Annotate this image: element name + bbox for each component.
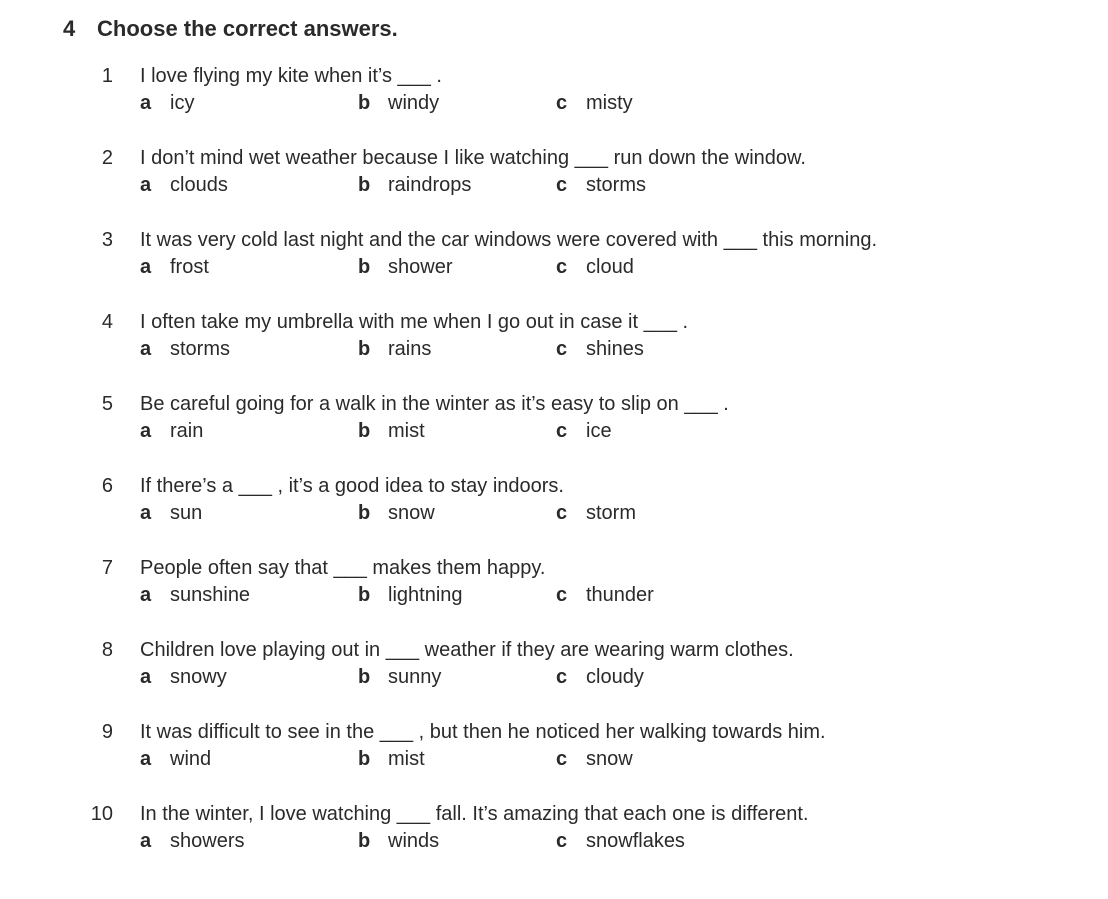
- option-c-letter: c: [556, 92, 568, 114]
- question-text: If there’s a ___ , it’s a good idea to stay indoors.: [140, 475, 564, 497]
- option-c: [556, 664, 644, 691]
- option-c-text: cloud: [586, 256, 634, 278]
- option-b-text: raindrops: [388, 174, 472, 196]
- option-a: [140, 254, 358, 281]
- option-c: [556, 90, 633, 117]
- option-a-text: showers: [170, 830, 245, 852]
- option-b-text: lightning: [388, 584, 463, 606]
- question-text: I often take my umbrella with me when I go out in case it ___ .: [140, 311, 689, 333]
- question-item: [63, 473, 1088, 527]
- option-b-letter: b: [358, 256, 371, 278]
- option-b: [358, 500, 556, 527]
- option-c: [556, 254, 634, 281]
- option-b-letter: b: [358, 748, 371, 770]
- option-c-letter: c: [556, 584, 568, 606]
- question-item: [63, 719, 1088, 773]
- question-item: [63, 637, 1088, 691]
- option-b-letter: b: [358, 666, 371, 688]
- question-number: 10: [90, 803, 113, 825]
- option-b: [358, 418, 556, 445]
- question-number: 8: [101, 639, 113, 661]
- option-a-letter: a: [140, 830, 152, 852]
- question-number: 4: [101, 311, 113, 333]
- option-b: [358, 746, 556, 773]
- option-c: [556, 500, 636, 527]
- option-a-letter: a: [140, 584, 152, 606]
- option-b-text: mist: [388, 420, 425, 442]
- option-b-letter: b: [358, 502, 371, 524]
- option-b: [358, 90, 556, 117]
- option-a-letter: a: [140, 420, 152, 442]
- question-item: [63, 227, 1088, 281]
- option-c: [556, 582, 654, 609]
- exercise-number: 4: [63, 16, 76, 41]
- option-b-letter: b: [358, 584, 371, 606]
- option-b: [358, 336, 556, 363]
- question-text: Children love playing out in ___ weather if they are wearing warm clothes.: [140, 639, 794, 661]
- option-a-text: rain: [170, 420, 204, 442]
- option-a: [140, 828, 358, 855]
- question-number: 1: [101, 65, 113, 87]
- option-a-letter: a: [140, 256, 152, 278]
- question-item: [63, 555, 1088, 609]
- question-item: [63, 309, 1088, 363]
- option-b-letter: b: [358, 174, 371, 196]
- option-c-text: ice: [586, 420, 612, 442]
- option-a-letter: a: [140, 338, 152, 360]
- question-text: It was very cold last night and the car windows were covered with ___ this morning.: [140, 229, 878, 251]
- question-item: [63, 145, 1088, 199]
- option-c-text: snowflakes: [586, 830, 685, 852]
- option-c-letter: c: [556, 420, 568, 442]
- option-c-text: misty: [586, 92, 633, 114]
- option-a: [140, 664, 358, 691]
- option-b-letter: b: [358, 420, 371, 442]
- question-text: I don’t mind wet weather because I like watching ___ run down the window.: [140, 147, 806, 169]
- option-c-text: storm: [586, 502, 636, 524]
- option-b-text: sunny: [388, 666, 442, 688]
- option-b-text: shower: [388, 256, 453, 278]
- option-c-text: snow: [586, 748, 633, 770]
- option-a: [140, 582, 358, 609]
- option-b-text: winds: [388, 830, 440, 852]
- option-c-text: shines: [586, 338, 644, 360]
- option-a-text: sunshine: [170, 584, 251, 606]
- option-c-letter: c: [556, 830, 568, 852]
- question-item: [63, 63, 1088, 117]
- option-c-letter: c: [556, 666, 568, 688]
- question-text: People often say that ___ makes them happy.: [140, 557, 546, 579]
- question-number: 7: [101, 557, 113, 579]
- question-number: 5: [101, 393, 113, 415]
- exercise-title: Choose the correct answers.: [97, 16, 398, 41]
- option-a: [140, 172, 358, 199]
- question-number: 6: [101, 475, 113, 497]
- option-c-letter: c: [556, 256, 568, 278]
- option-c: [556, 418, 612, 445]
- question-item: [63, 391, 1088, 445]
- option-c-letter: c: [556, 338, 568, 360]
- option-c-letter: c: [556, 502, 568, 524]
- option-b-letter: b: [358, 338, 371, 360]
- option-b: [358, 664, 556, 691]
- option-b-text: mist: [388, 748, 425, 770]
- option-b-letter: b: [358, 92, 371, 114]
- option-a: [140, 336, 358, 363]
- question-item: [63, 801, 1088, 855]
- option-b: [358, 254, 556, 281]
- option-a-text: wind: [170, 748, 212, 770]
- option-c: [556, 828, 685, 855]
- option-b-text: snow: [388, 502, 435, 524]
- option-c: [556, 336, 644, 363]
- option-b: [358, 828, 556, 855]
- option-c: [556, 172, 646, 199]
- option-a: [140, 418, 358, 445]
- option-c-text: thunder: [586, 584, 654, 606]
- option-b: [358, 172, 556, 199]
- option-a-letter: a: [140, 502, 152, 524]
- option-c-text: storms: [586, 174, 646, 196]
- question-number: 3: [101, 229, 113, 251]
- exercise-header: [63, 14, 1088, 44]
- option-a-text: snowy: [170, 666, 227, 688]
- question-number: 9: [101, 721, 113, 743]
- option-a: [140, 500, 358, 527]
- option-a-text: clouds: [170, 174, 228, 196]
- option-a-text: frost: [170, 256, 209, 278]
- option-b-letter: b: [358, 830, 371, 852]
- option-b: [358, 582, 556, 609]
- option-a-letter: a: [140, 174, 152, 196]
- option-a-text: icy: [170, 92, 195, 114]
- question-text: It was difficult to see in the ___ , but then he noticed her walking towards him.: [140, 721, 826, 743]
- question-text: In the winter, I love watching ___ fall. It’s amazing that each one is different.: [140, 803, 809, 825]
- option-c-text: cloudy: [586, 666, 644, 688]
- option-c: [556, 746, 633, 773]
- option-a-letter: a: [140, 92, 152, 114]
- question-text: I love flying my kite when it’s ___ .: [140, 65, 442, 87]
- option-a-text: storms: [170, 338, 230, 360]
- option-a-text: sun: [170, 502, 203, 524]
- option-a: [140, 746, 358, 773]
- option-a-letter: a: [140, 748, 152, 770]
- option-c-letter: c: [556, 174, 568, 196]
- question-number: 2: [101, 147, 113, 169]
- option-b-text: rains: [388, 338, 432, 360]
- option-a: [140, 90, 358, 117]
- option-b-text: windy: [388, 92, 440, 114]
- option-c-letter: c: [556, 748, 568, 770]
- question-text: Be careful going for a walk in the winter as it’s easy to slip on ___ .: [140, 393, 729, 415]
- option-a-letter: a: [140, 666, 152, 688]
